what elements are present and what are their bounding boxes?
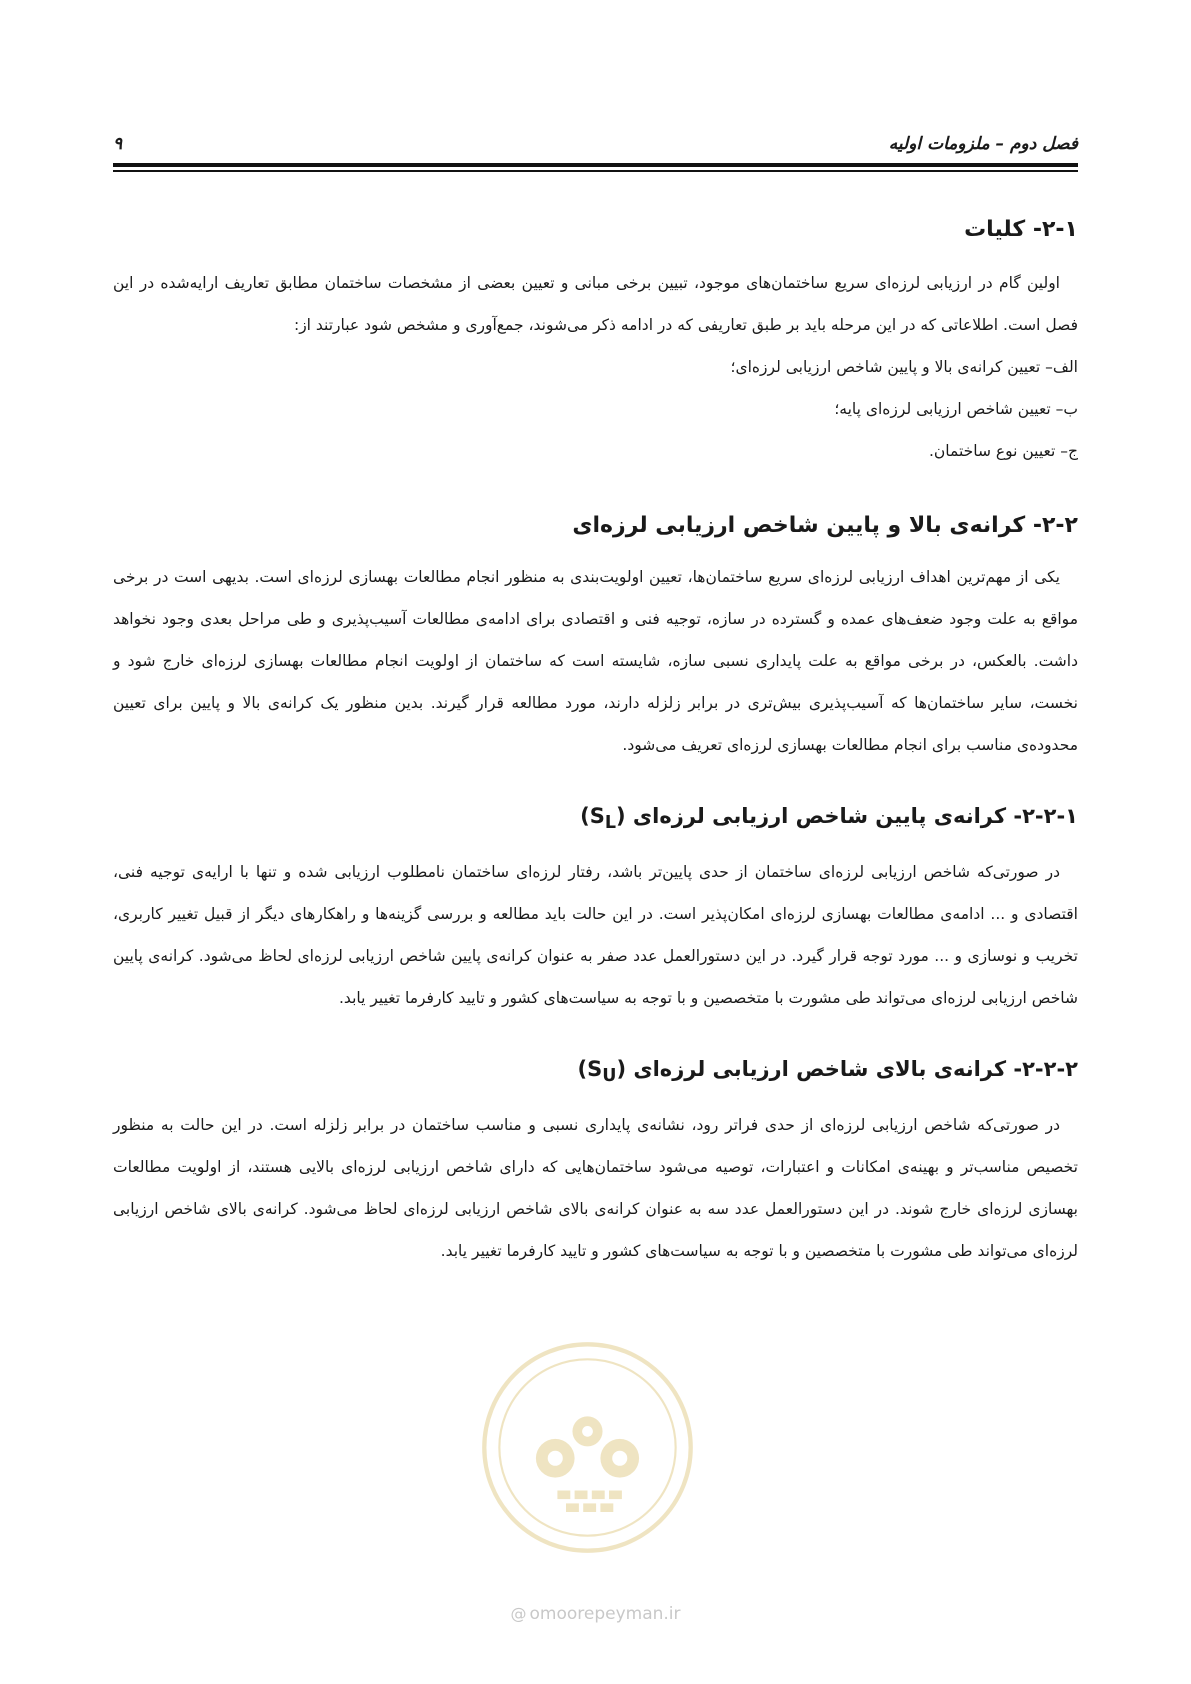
chapter-title: فصل دوم – ملزومات اولیه <box>888 134 1078 154</box>
symbol-sub-u: U <box>602 1066 617 1087</box>
watermark-site-text: omoorepeyman.ir <box>529 1604 681 1624</box>
watermark-emblem <box>480 1340 695 1555</box>
page-content <box>113 208 1078 1272</box>
gear-icon <box>536 1416 639 1477</box>
section-bounds <box>113 504 1078 766</box>
section-general <box>113 208 1078 472</box>
at-icon: @ <box>510 1604 527 1623</box>
page-number: ۹ <box>113 134 123 154</box>
symbol-sub-l: L <box>604 813 616 834</box>
list-item-b: ب– تعیین شاخص ارزیابی لرزه‌ای پایه؛ <box>834 400 1078 418</box>
header-rule-thick <box>113 163 1078 167</box>
lower-bound-heading-text: ۲-۲-۱- کرانه‌ی پایین شاخص ارزیابی لرزه‌ای <box>632 804 1078 828</box>
section-lower-bound <box>113 794 1078 1019</box>
list-item-a: الف– تعیین کرانه‌ی بالا و پایین شاخص ارزیابی لرزه‌ای؛ <box>730 358 1078 376</box>
section-paragraph-general: اولین گام در ارزیابی لرزه‌ای سریع ساختمان‌های موجود، تبیین برخی مبانی و تعیین بعضی از مشخصات ساختمان مطابق تعاریف ارایه‌شده در این فصل است. اطلاعاتی که در این مرحله باید بر طبق تعاریفی که در ادامه ذکر می‌شوند، جمع‌آوری و مشخص شود عبارتند از: <box>113 274 1078 334</box>
section-upper-bound <box>113 1047 1078 1272</box>
lower-bound-symbol: $(S_L)$ <box>580 804 626 834</box>
upper-bound-symbol: $(S_U)$ <box>577 1057 627 1087</box>
section-paragraph-bounds: یکی از مهم‌ترین اهداف ارزیابی لرزه‌ای سریع ساختمان‌ها، تعیین اولویت‌بندی به منظور انجام مطالعات بهسازی لرزه‌ای است. بدیهی است در برخی مواقع به علت وجود ضعف‌های عمده و گسترده در سازه، توجیه فنی و اقتصادی برای ادامه‌ی مطالعات آسیب‌پذیری و طی مراحل بعدی وجود نخواهد داشت. بالعکس، در برخی مواقع به علت پایداری نسبی سازه، شایسته است که ساختمان از اولویت انجام مطالعات بهسازی لرزه‌ای خارج شود و نخست، سایر ساختمان‌ها که آسیب‌پذیری بیش‌تری در برابر زلزله دارند، مورد مطالعه قرار گیرند. بدین منظور یک کرانه‌ی بالا و پایین برای تعیین محدوده‌ی مناسب برای انجام مطالعات بهسازی لرزه‌ای تعریف می‌شود. <box>113 568 1078 754</box>
list-item-c: ج– تعیین نوع ساختمان. <box>928 442 1078 460</box>
watermark-site <box>0 1604 1191 1624</box>
section-paragraph-lower-bound: در صورتی‌که شاخص ارزیابی لرزه‌ای ساختمان از حدی پایین‌تر باشد، رفتار لرزه‌ای ساختمان نامطلوب ارزیابی شده و تنها با ارایه‌ی توجیه فنی، اقتصادی و ... ادامه‌ی مطالعات بهسازی لرزه‌ای امکان‌پذیر است. در این حالت باید مطالعه و بررسی گزینه‌ها و راهکارهای دیگر از قبیل تغییر کاربری، تخریب و نوسازی و ... مورد توجه قرار گیرد. در این دستورالعمل عدد صفر به عنوان کرانه‌ی پایین شاخص ارزیابی لرزه‌ای لحاظ می‌شود. کرانه‌ی پایین شاخص ارزیابی لرزه‌ای می‌تواند طی مشورت با متخصصین و با توجه به سیاست‌های کشور و تایید کارفرما تغییر یابد. <box>113 863 1078 1008</box>
page-header <box>113 118 1078 154</box>
section-heading-upper-bound <box>113 1047 1078 1098</box>
symbol-s: S <box>587 1057 603 1082</box>
section-heading-general: ۲-۱- کلیات <box>964 217 1078 242</box>
section-heading-bounds: ۲-۲- کرانه‌ی بالا و پایین شاخص ارزیابی لرزه‌ای <box>572 513 1078 538</box>
section-paragraph-upper-bound: در صورتی‌که شاخص ارزیابی لرزه‌ای از حدی فراتر رود، نشانه‌ی پایداری نسبی و مناسب ساختمان در برابر زلزله است. در این حالت به منظور تخصیص مناسب‌تر و بهینه‌ی امکانات و اعتبارات، توصیه می‌شود ساختمان‌هایی که دارای شاخص ارزیابی لرزه‌ای بالایی هستند، از اولویت مطالعات بهسازی لرزه‌ای خارج شوند. در این دستورالعمل عدد سه به عنوان کرانه‌ی بالای شاخص ارزیابی لرزه‌ای لحاظ می‌شود. کرانه‌ی بالای شاخص ارزیابی لرزه‌ای می‌تواند طی مشورت با متخصصین و با توجه به سیاست‌های کشور و تایید کارفرما تغییر یابد. <box>113 1116 1078 1261</box>
upper-bound-heading-text: ۲-۲-۲- کرانه‌ی بالای شاخص ارزیابی لرزه‌ای <box>633 1057 1078 1082</box>
section-heading-lower-bound <box>113 794 1078 845</box>
header-rule-thin <box>113 170 1078 172</box>
symbol-s: S <box>589 804 605 828</box>
brick-grid-icon <box>557 1491 622 1513</box>
